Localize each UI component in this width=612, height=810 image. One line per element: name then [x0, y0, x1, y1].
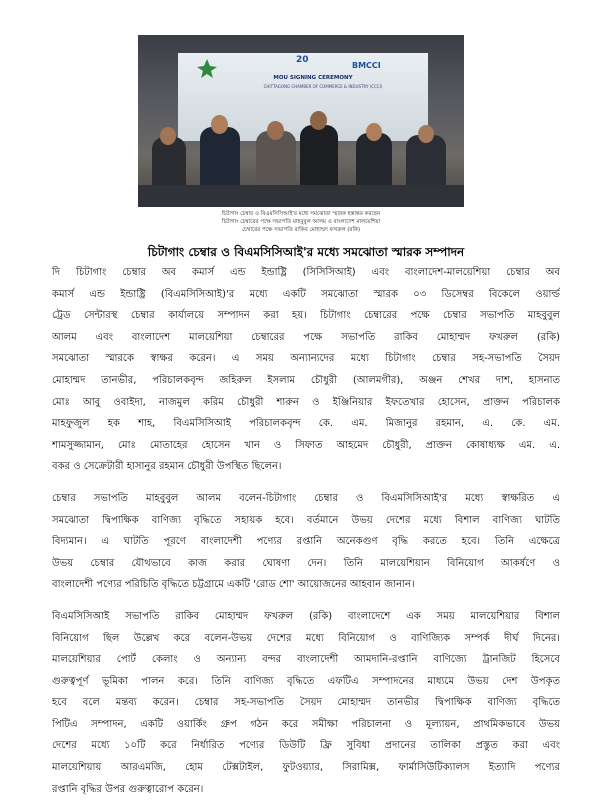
person-head [310, 111, 327, 130]
text-line: পিটিএ সম্পাদন, একটি ওয়ার্কিং গ্রুপ গঠন করে সমীক্ষা পরিচালনা ও মূল্যায়ন, প্রাথমিকভাবে উভয় [52, 718, 560, 730]
mou-signing-photo [138, 35, 464, 207]
anniversary-logo: 20 [296, 55, 309, 65]
bmcci-logo: BMCCI [352, 61, 381, 70]
article-headline: চিটাগাং চেম্বার ও বিএমসিসিআই'র মধ্যে সমঝোতা স্মারক সম্পাদন [147, 245, 465, 259]
person-head [418, 125, 434, 143]
person-head [267, 121, 284, 140]
text-line: সমঝোতা স্মারকে স্বাক্ষর করেন। এ সময় অন্যান্যদের মধ্যে চিটাগাং চেম্বার সহ-সভাপতি সৈয়দ [52, 353, 560, 365]
text-line: কমার্স এন্ড ইন্ডাষ্ট্রি (বিএমসিসিআই)'র মধ্যে একটি সমঝোতা স্মারক ০৩ ডিসেম্বর বিকেলে ওয়ার্ল্ড [52, 288, 560, 300]
backdrop-title: MOU SIGNING CEREMONY [273, 75, 353, 81]
text-line: উভয় চেম্বার যৌথভাবে কাজ করার ঘোষণা দেন। তিনি মালয়েশিয়ান বিনিয়োগ আকর্ষণে ও [52, 557, 560, 569]
text-line: মালয়েশিয়ায় আরএমজি, হোম টেক্সটাইল, ফুটওয়্যার, সিরামিক্স, ফার্মাসিউটিক্যালস ইত্যাদি পণ্যের [52, 762, 560, 774]
backdrop-subtitle: CHITTAGONG CHAMBER OF COMMERCE & INDUSTRY (CCCI) [263, 84, 383, 89]
photo-caption [138, 210, 464, 234]
text-line: মোঃ আবু ওবাইদা, নাজমুল করিম চৌধুরী শারুন ও ইঞ্জিনিয়ার ইফতেখার হোসেন, প্রাক্তন পরিচালক [52, 396, 560, 408]
text-line: বকর ও সেক্রেটারী হাসানুর রহমান চৌধুরী উপস্থিত ছিলেন। [52, 461, 282, 473]
caption-line: চিটাগাং চেম্বার ও বিএমসিসিআই'র মধ্যে সমঝোতা স্মারক হস্তান্তর করছেন [221, 211, 381, 217]
article-paragraph [52, 488, 560, 596]
text-line: চেম্বার সভাপতি মাহবুবুল আলম বলেন-চিটাগাং চেম্বার ও বিএমসিসিআই'র মধ্যে স্বাক্ষরিত এ [52, 492, 560, 504]
article-paragraph [52, 606, 560, 800]
text-line: বিনিয়োগ ছিল উল্লেখ করে বলেন-উভয় দেশের মধ্যে বিনিয়োগ ও বাণিজ্যিক সম্পর্ক দীর্ঘ দিনের। [52, 632, 560, 644]
text-line: সমঝোতা দ্বিপাক্ষিক বাণিজ্য বৃদ্ধিতে সহায়ক হবে। বর্তমানে উভয় দেশের মধ্যে বিশাল বাণিজ্য ঘাটতি [52, 514, 560, 526]
text-line: দি চিটাগাং চেম্বার অব কমার্স এন্ড ইন্ডাষ্ট্রি (সিসিসিআই) এবং বাংলাদেশ-মালয়েশিয়া চেম্বার অব [52, 267, 560, 278]
person-head [211, 115, 228, 134]
caption-line: চিটাগাং চেম্বারের পক্ষে সভাপতি মাহবুবুল আলম ও বাংলাদেশ মালয়েশিয়া [221, 219, 381, 225]
person-head [366, 123, 382, 141]
text-line: ট্রেড সেন্টারস্থ চেম্বার কার্যালয়ে সম্পাদন করা হয়। চিটাগাং চেম্বারের পক্ষে চেম্বার সভাপতি মাহবুবুল [52, 310, 560, 322]
text-line: বিএমসিসিআই সভাপতি রাকিব মোহাম্মদ ফখরুল (রকি) বাংলাদেশে এক সময় মালয়েশিয়ার বিশাল [52, 610, 560, 622]
person-head [160, 127, 176, 145]
signing-table [138, 185, 464, 207]
text-line: মোহাম্মদ তানভীর, পরিচালকবৃন্দ জহিরুল ইসলাম চৌধুরী (আলমগীর), অঞ্জন শেখর দাশ, হাসনাত [52, 374, 560, 386]
text-line: আলম এবং বাংলাদেশ মালয়েশিয়া চেম্বারের পক্ষে সভাপতি রাকিব মোহাম্মদ ফখরুল (রকি) [52, 331, 560, 343]
caption-line: চেম্বারের পক্ষে সভাপতি রাকিব মোহাম্মদ ফখরুল (রকি) [241, 227, 361, 233]
text-line: বাংলাদেশী পণ্যের পরিচিতি বৃদ্ধিতে চট্টগ্রামে একটি 'রোড শো' আয়োজনের আহবান জানান। [52, 579, 415, 591]
text-line: গুরুত্বপূর্ণ ভূমিকা পালন করে। তিনি বাণিজ্য বৃদ্ধিতে এফটিএ সম্পাদনের মাধ্যমে উভয় দেশ উপকৃত [52, 675, 560, 687]
article-paragraph [52, 262, 560, 478]
text-line: শামসুজ্জামান, মোঃ মোতাহের হোসেন খান ও সিফাত আহমেদ চৌধুরী, প্রাক্তন কোষাধ্যক্ষ এম. এ. [52, 439, 560, 451]
text-line: মাহফুজুল হক শাহ, বিএমসিসিআই পরিচালকবৃন্দ কে. এম. মিজানুর রহমান, এ. কে. এম. [52, 418, 560, 430]
article-body [52, 262, 560, 810]
ccci-logo-icon [196, 57, 218, 79]
text-line: মালয়েশিয়ার পোর্ট কেলাং ও অন্যান্য বন্দর বাংলাদেশী আমদানি-রপ্তানি বাণিজ্যে ট্রানজিট হিসেবে [52, 654, 560, 666]
text-line: রপ্তানি বৃদ্ধির উপর গুরুত্বারোপ করেন। [52, 783, 204, 795]
text-line: দেশের মধ্যে ১০টি করে নির্ধারিত পণ্যের ডিউটি ফ্রি সুবিধা প্রদানের তালিকা প্রস্তুত করা এবং [52, 740, 560, 752]
text-line: বিদ্যমান। এ ঘাটতি পূরণে বাংলাদেশী পণ্যের রপ্তানি অনেকগুণ বৃদ্ধি করতে হবে। তিনি এক্ষেত্রে [52, 536, 560, 548]
text-line: হবে বলে মন্তব্য করেন। চেম্বার সহ-সভাপতি সৈয়দ মোহাম্মদ তানভীর দ্বিপাক্ষিক বাণিজ্য বৃদ্ধিতে [52, 697, 560, 709]
news-photo-block [138, 35, 464, 234]
